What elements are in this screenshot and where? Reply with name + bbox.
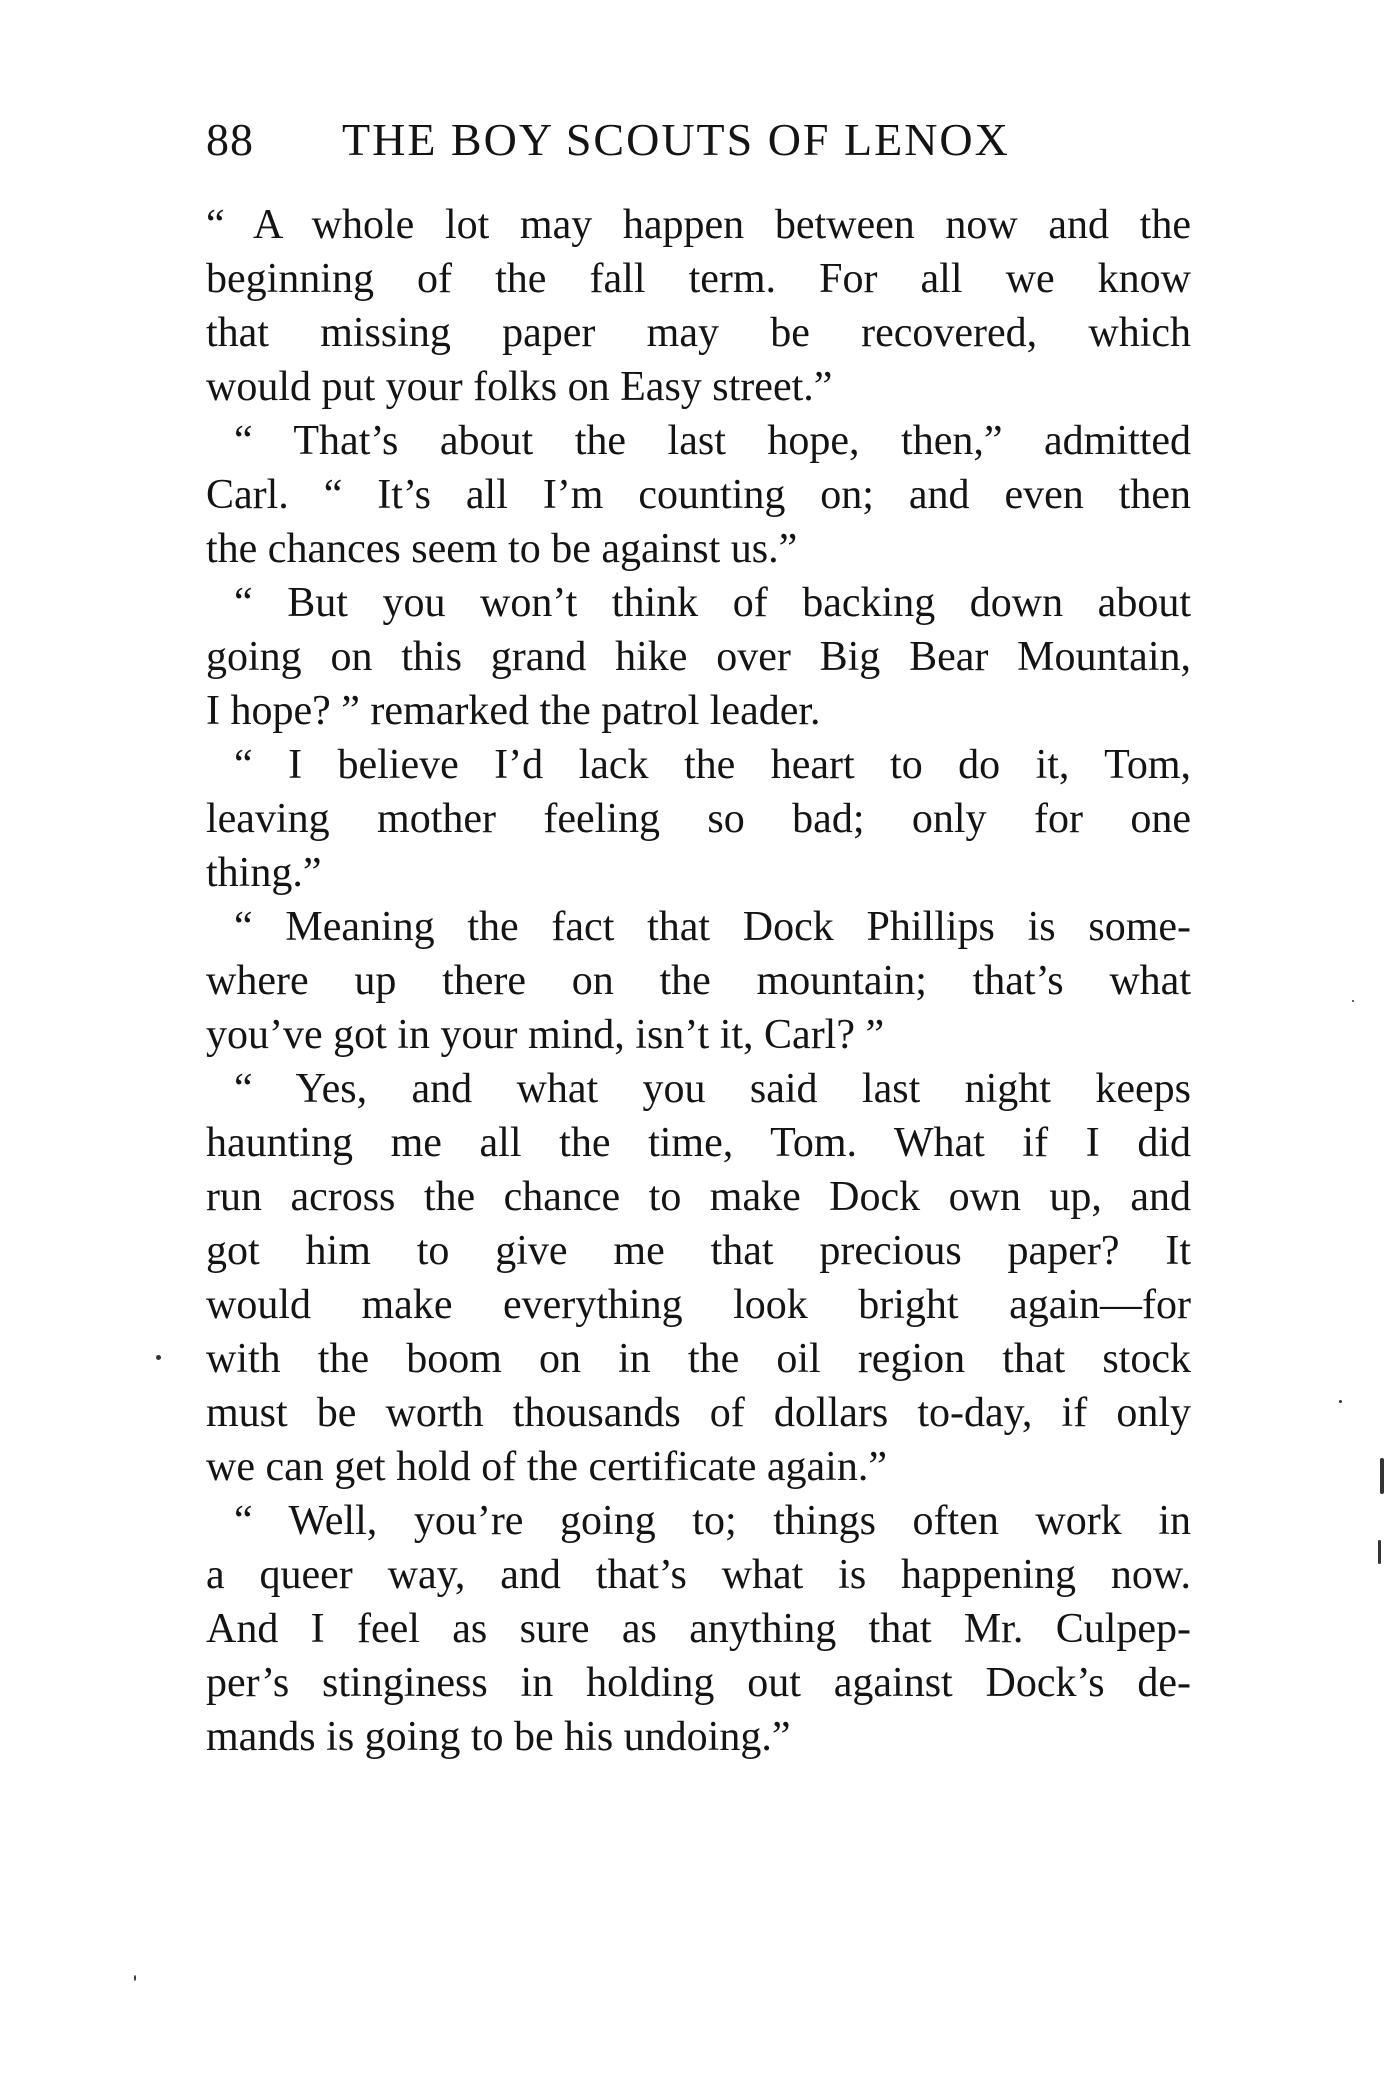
- scan-speck: [1380, 1458, 1384, 1494]
- text-line: “ A whole lot may happen between now and the: [206, 202, 1191, 248]
- text-line: got him to give me that precious paper? It: [206, 1228, 1191, 1274]
- text-line: that missing paper may be recovered, which: [206, 310, 1191, 356]
- text-line: the chances seem to be against us.”: [206, 526, 798, 572]
- text-line: would put your folks on Easy street.”: [206, 364, 833, 410]
- text-line: Carl. “ It’s all I’m counting on; and even then: [206, 472, 1191, 518]
- text-line: would make everything look bright again—for: [206, 1282, 1191, 1328]
- body-text: [206, 198, 1191, 1764]
- text-line: “ But you won’t think of backing down about: [234, 580, 1191, 626]
- scan-speck: [134, 1975, 136, 1981]
- text-line: “ I believe I’d lack the heart to do it, Tom,: [234, 742, 1191, 788]
- text-line: mands is going to be his undoing.”: [206, 1714, 791, 1760]
- text-line: “ That’s about the last hope, then,” admitted: [234, 418, 1191, 464]
- text-line: must be worth thousands of dollars to-day, if only: [206, 1390, 1191, 1436]
- scan-speck: [1352, 1000, 1354, 1002]
- text-line: And I feel as sure as anything that Mr. Culpep-: [206, 1606, 1191, 1652]
- text-line: leaving mother feeling so bad; only for one: [206, 796, 1191, 842]
- text-line: going on this grand hike over Big Bear Mountain,: [206, 634, 1191, 680]
- text-line: with the boom on in the oil region that stock: [206, 1336, 1191, 1382]
- text-line: we can get hold of the certificate again.”: [206, 1444, 887, 1490]
- text-line: “ Yes, and what you said last night keeps: [234, 1066, 1191, 1112]
- text-line: thing.”: [206, 850, 322, 896]
- scan-speck: [1339, 1400, 1342, 1403]
- text-line: “ Well, you’re going to; things often work in: [234, 1498, 1191, 1544]
- running-title: THE BOY SCOUTS OF LENOX: [342, 114, 1010, 165]
- text-line: run across the chance to make Dock own up, and: [206, 1174, 1191, 1220]
- text-line: beginning of the fall term. For all we know: [206, 256, 1191, 302]
- text-line: a queer way, and that’s what is happening now.: [206, 1552, 1191, 1598]
- scan-speck: [156, 1355, 161, 1360]
- text-line: per’s stinginess in holding out against Dock’s de-: [206, 1660, 1191, 1706]
- text-line: “ Meaning the fact that Dock Phillips is some-: [234, 904, 1191, 950]
- text-line: haunting me all the time, Tom. What if I did: [206, 1120, 1191, 1166]
- scan-speck: [1378, 1540, 1381, 1564]
- page-number: 88: [206, 114, 254, 165]
- text-line: I hope? ” remarked the patrol leader.: [206, 688, 821, 734]
- page-header: [206, 110, 1191, 170]
- text-line: you’ve got in your mind, isn’t it, Carl? ”: [206, 1012, 885, 1058]
- text-line: where up there on the mountain; that’s what: [206, 958, 1191, 1004]
